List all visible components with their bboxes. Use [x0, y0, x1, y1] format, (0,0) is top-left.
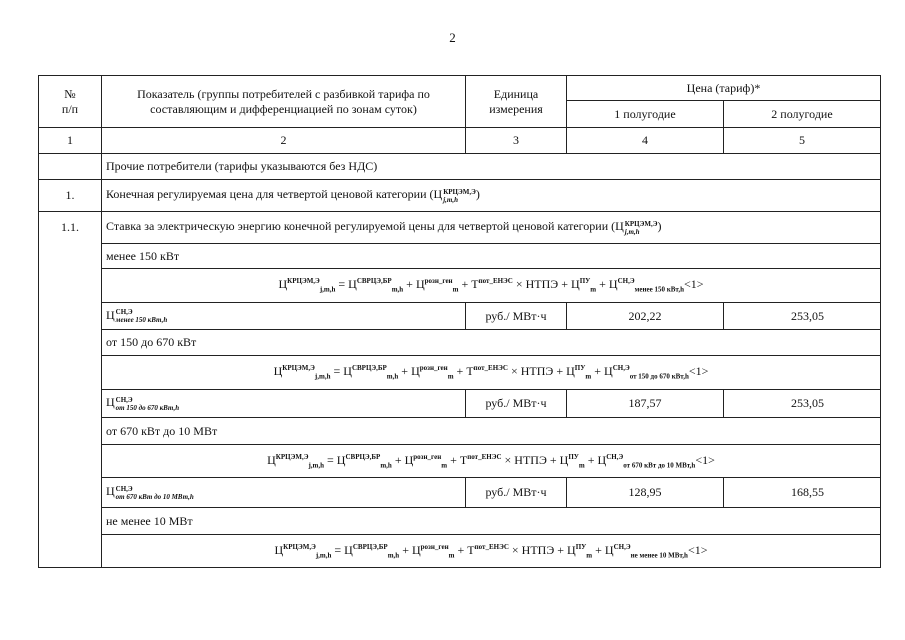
group-title: от 670 кВт до 10 МВт: [102, 418, 881, 445]
value-first-half: 187,57: [567, 390, 724, 418]
price-symbol: Ц СН,Э от 150 до 670 кВт,h: [102, 390, 466, 418]
row-number: 1.: [39, 180, 102, 212]
group-title: от 150 до 670 кВт: [102, 330, 881, 356]
value-second-half: 253,05: [724, 390, 881, 418]
header-second-half: 2 полугодие: [724, 101, 881, 128]
unit-cell: руб./ МВт·ч: [466, 303, 567, 330]
group-title: не менее 10 МВт: [102, 508, 881, 535]
index-cell: 4: [567, 128, 724, 154]
header-indicator: Показатель (группы потребителей с разбивкой тарифа по составляющим и дифференциацией по зонам суток): [102, 76, 466, 128]
index-cell: 5: [724, 128, 881, 154]
index-cell: 2: [102, 128, 466, 154]
header-num: № п/п: [39, 76, 102, 128]
header-price: Цена (тариф)*: [567, 76, 881, 101]
empty-cell: [39, 154, 102, 180]
row-text: Конечная регулируемая цена для четвертой ценовой категории (Ц КРЦЭМ,Э j,m,h ): [102, 180, 881, 212]
page-number: 2: [449, 30, 456, 45]
formula: $Ц^{КРЦЭМ,Э}_{j,m,h} = Ц^{СВРЦЭ,БР}_{m,h} + Ц^{розн\_ген}_m + Т^{пот\_ЕНЭС}$ × НТПЭ + $Ц^{ПУ}_m + Ц^{СН,Э}_{от 670 кВт до 10 МВт,h}<1>$: [102, 445, 881, 478]
formula: $Ц^{КРЦЭМ,Э}_{j,m,h} = Ц^{СВРЦЭ,БР}_{m,h} + Ц^{розн\_ген}_m + Т^{пот\_ЕНЭС}$ × НТПЭ + $Ц^{ПУ}_m + Ц^{СН,Э}_{не менее 10 МВт,h}<1>$: [102, 535, 881, 568]
tariff-table: [38, 75, 881, 568]
value-first-half: 128,95: [567, 478, 724, 508]
group-title: менее 150 кВт: [102, 244, 881, 269]
header-unit: Единица измерения: [466, 76, 567, 128]
price-symbol: Ц СН,Э от 670 кВт до 10 МВт,h: [102, 478, 466, 508]
value-first-half: 202,22: [567, 303, 724, 330]
price-symbol: Ц СН,Э менее 150 кВт,h: [102, 303, 466, 330]
formula: $Ц^{КРЦЭМ,Э}_{j,m,h} = Ц^{СВРЦЭ,БР}_{m,h} + Ц^{розн\_ген}_m + Т^{пот\_ЕНЭС}$ × НТПЭ + $Ц^{ПУ}_m + Ц^{СН,Э}_{менее 150 кВт,h}<1>$: [102, 269, 881, 303]
formula: $Ц^{КРЦЭМ,Э}_{j,m,h} = Ц^{СВРЦЭ,БР}_{m,h} + Ц^{розн\_ген}_m + Т^{пот\_ЕНЭС}$ × НТПЭ + $Ц^{ПУ}_m + Ц^{СН,Э}_{от 150 до 670 кВт,h}<1>$: [102, 356, 881, 390]
index-cell: 3: [466, 128, 567, 154]
unit-cell: руб./ МВт·ч: [466, 390, 567, 418]
header-first-half: 1 полугодие: [567, 101, 724, 128]
value-second-half: 168,55: [724, 478, 881, 508]
index-cell: 1: [39, 128, 102, 154]
unit-cell: руб./ МВт·ч: [466, 478, 567, 508]
row-number: 1.1.: [39, 212, 102, 568]
value-second-half: 253,05: [724, 303, 881, 330]
row-text: Ставка за электрическую энергию конечной регулируемой цены для четвертой ценовой категории (Ц КРЦЭМ,Э j,m,h ): [102, 212, 881, 244]
section-title: Прочие потребители (тарифы указываются без НДС): [102, 154, 881, 180]
page-bottom-margin: [0, 574, 905, 640]
